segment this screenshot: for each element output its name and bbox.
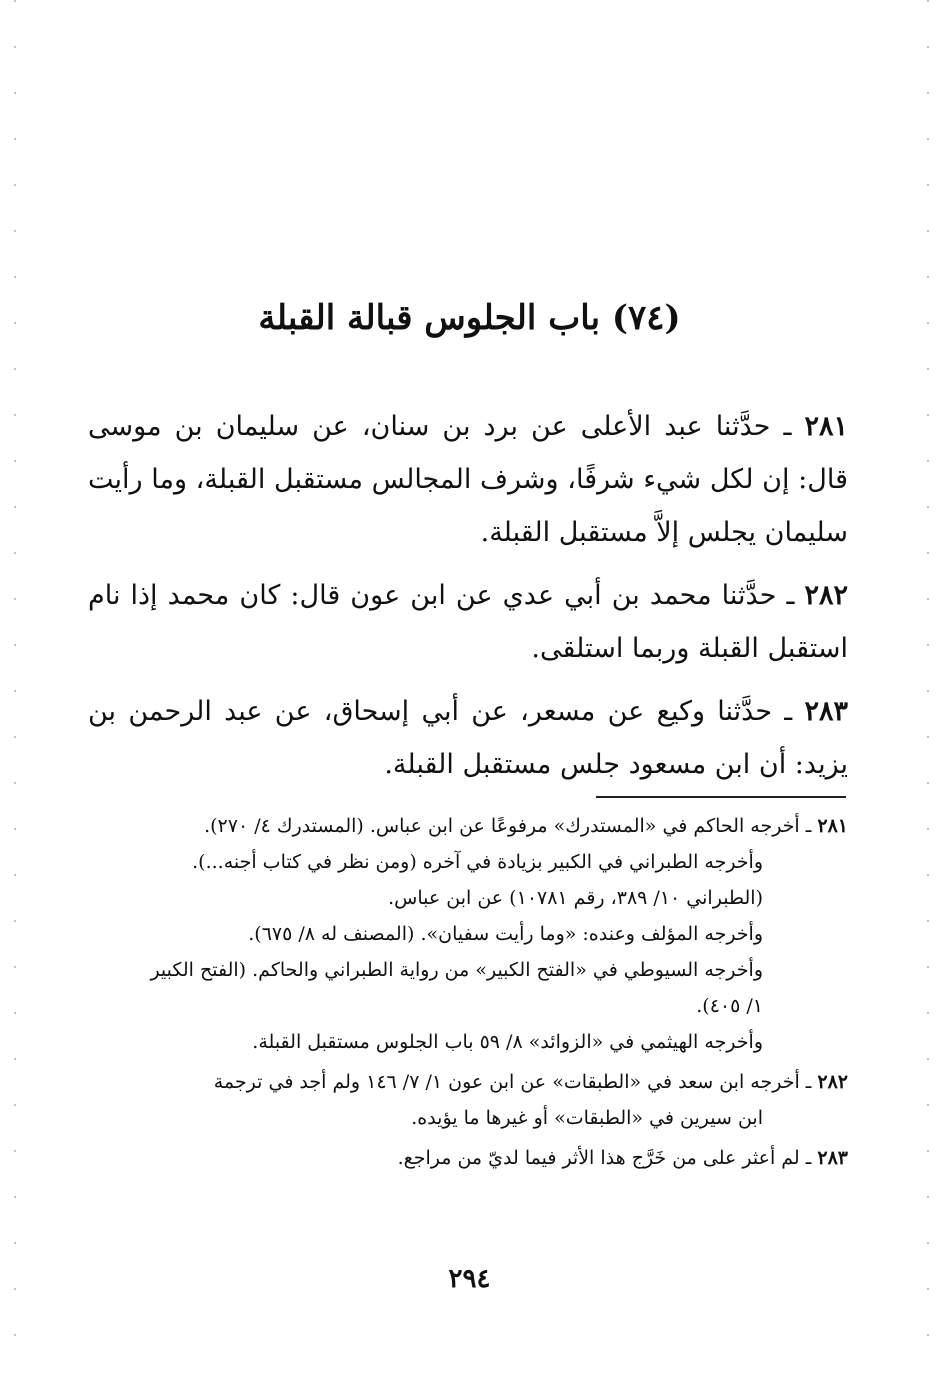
footnote-line [88,808,848,844]
footnote-line [88,1064,848,1100]
footnote-line: ابن سيرين في «الطبقات» أو غيرها ما يؤيده. [411,1107,763,1129]
footnote-282 [88,1064,848,1136]
hadith-number: ٢٨٣ [804,696,848,727]
footnote-number: ٢٨٣ [817,1147,848,1169]
footnote-text: ـ لم أعثر على من خَرَّج هذا الأثر فيما لديّ من مراجع. [397,1147,812,1169]
footnote-line: وأخرجه الهيثمي في «الزوائد» ٨/ ٥٩ باب الجلوس مستقبل القبلة. [252,1031,763,1053]
chapter-title: (٧٤) باب الجلوس قبالة القبلة [258,298,681,338]
footnotes [88,808,848,1180]
hadith-text: ـ حدَّثنا عبد الأعلى عن برد بن سنان، عن سليمان بن موسى قال: إن لكل شيء شرفًا، وشرف المجالس مستقبل القبلة، وما رأيت سليمان يجلس إلاَّ مستقبل القبلة. [88,411,848,548]
hadith-number: ٢٨١ [804,411,848,442]
footnote-text: ـ أخرجه ابن سعد في «الطبقات» عن ابن عون ١/ ٧/ ١٤٦ ولم أجد في ترجمة [213,1071,812,1093]
footnote-283 [88,1140,848,1176]
footnote-line: وأخرجه السيوطي في «الفتح الكبير» من رواية الطبراني والحاكم. (الفتح الكبير [150,959,763,981]
hadith-text: ـ حدَّثنا محمد بن أبي عدي عن ابن عون قال: كان محمد إذا نام استقبل القبلة وربما استلقى. [88,580,848,664]
footnote-line: وأخرجه المؤلف وعنده: «وما رأيت سفيان». (المصنف له ٨/ ٦٧٥). [248,923,763,945]
page-number: ٢٩٤ [448,1264,491,1294]
scan-edge-right [927,0,929,1373]
footnote-number: ٢٨١ [817,815,848,837]
scan-edge-left [14,0,16,1373]
footnote-line: (الطبراني ١٠/ ٣٨٩، رقم ١٠٧٨١) عن ابن عباس. [388,887,763,909]
footnote-number: ٢٨٢ [817,1071,848,1093]
footnote-line [88,1140,848,1176]
footnote-line: وأخرجه الطبراني في الكبير بزيادة في آخره (ومن نظر في كتاب أجنه...). [192,851,763,873]
main-text [88,400,848,801]
footnote-line: ١/ ٤٠٥). [696,995,763,1017]
hadith-282 [88,569,848,675]
hadith-text: ـ حدَّثنا وكيع عن مسعر، عن أبي إسحاق، عن عبد الرحمن بن يزيد: أن ابن مسعود جلس مستقبل القبلة. [88,696,848,780]
footnote-separator [596,796,846,798]
footnote-281 [88,808,848,1060]
footnote-text: ـ أخرجه الحاكم في «المستدرك» مرفوعًا عن ابن عباس. (المستدرك ٤/ ٢٧٠). [204,815,812,837]
hadith-281 [88,400,848,559]
hadith-283 [88,685,848,791]
hadith-number: ٢٨٢ [804,580,848,611]
